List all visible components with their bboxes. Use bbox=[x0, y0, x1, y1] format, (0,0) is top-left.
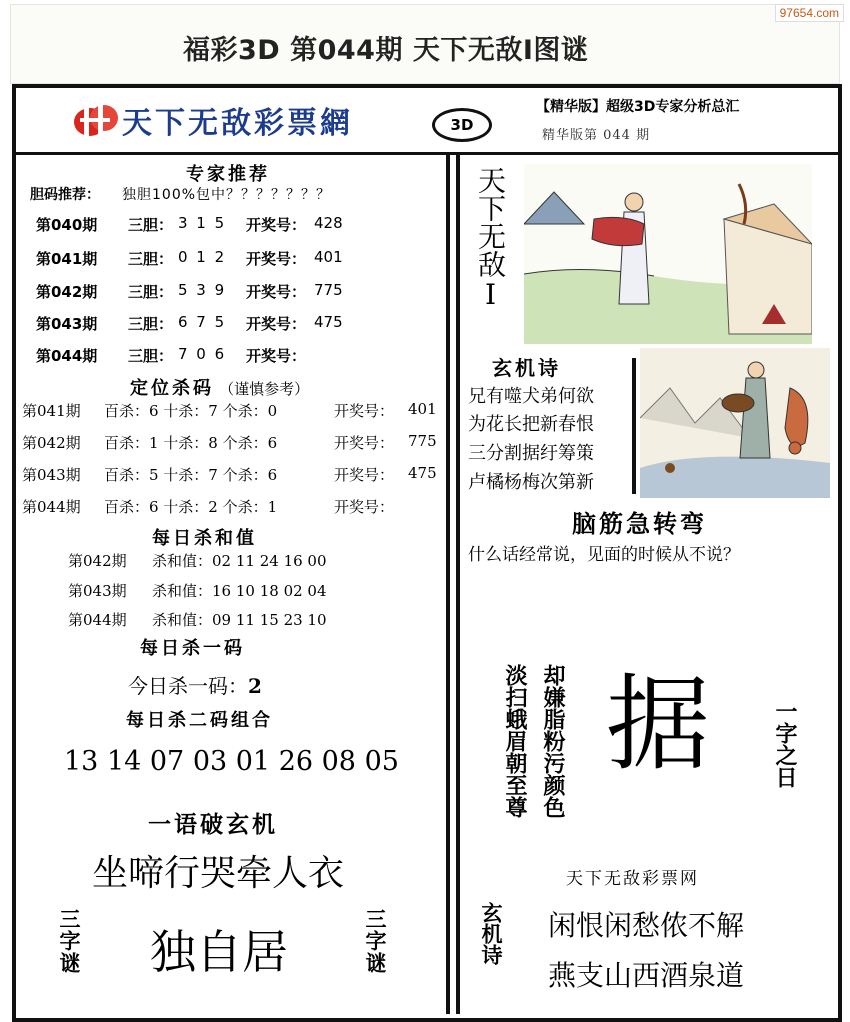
period: 第040期 bbox=[36, 216, 98, 234]
kill-two-title: 每日杀二码组合 bbox=[126, 710, 273, 731]
one-phrase-text: 坐啼行哭牵人衣 bbox=[92, 853, 345, 894]
open-label: 开奖号： bbox=[246, 347, 307, 365]
period: 第044期 bbox=[68, 611, 127, 629]
period: 第044期 bbox=[22, 498, 81, 516]
open-label: 开奖号： bbox=[334, 434, 395, 452]
kill-two-numbers: 13 14 07 03 01 26 08 05 bbox=[64, 746, 399, 777]
position-kill-note: （谨慎参考） bbox=[219, 380, 310, 398]
open-label: 开奖号： bbox=[334, 402, 395, 420]
dan-nums: 0 1 2 bbox=[178, 248, 227, 266]
open-number: 401 bbox=[314, 248, 343, 266]
site-name bbox=[122, 98, 353, 142]
open-label: 开奖号： bbox=[246, 216, 307, 234]
period: 第044期 bbox=[36, 347, 98, 365]
kill-text: 百杀：6 十杀：7 个杀：0 bbox=[104, 402, 278, 420]
lottery-logo-icon bbox=[72, 100, 120, 140]
poem-divider bbox=[632, 358, 636, 494]
open-label: 开奖号： bbox=[246, 250, 307, 268]
dan-label: 三胆： bbox=[128, 315, 174, 333]
one-phrase-title: 一语破玄机 bbox=[148, 812, 278, 838]
kill-text: 百杀：1 十杀：8 个杀：6 bbox=[104, 434, 278, 452]
open-number: 775 bbox=[314, 281, 343, 299]
dan-label: 三胆： bbox=[128, 347, 174, 365]
poem-line: 兄有噬犬弟何欲 bbox=[468, 386, 594, 407]
poem-line: 三分割据纡筹策 bbox=[468, 443, 594, 464]
open-number: 475 bbox=[408, 464, 437, 482]
three-riddle-answer: 独自居 bbox=[150, 925, 288, 979]
kill-text: 百杀：6 十杀：2 个杀：1 bbox=[104, 498, 278, 516]
brain-title: 脑筋急转弯 bbox=[572, 510, 707, 538]
sum-text: 杀和值：02 11 24 16 00 bbox=[152, 552, 327, 570]
page-title: 福彩3D 第044期 天下无敌Ⅰ图谜 bbox=[183, 35, 589, 66]
position-kill-heading bbox=[130, 374, 309, 400]
expert-title: 专家推荐 bbox=[186, 164, 270, 185]
open-label: 开奖号： bbox=[246, 283, 307, 301]
dan-label: 三胆： bbox=[128, 283, 174, 301]
one-char-label: 一字之日 bbox=[772, 700, 798, 788]
period: 第041期 bbox=[22, 402, 81, 420]
vertical-title: 天下无敌Ⅰ bbox=[474, 166, 507, 311]
period: 第043期 bbox=[22, 466, 81, 484]
kill-one-label: 今日杀一码： bbox=[128, 674, 248, 698]
poem2-label: 玄机诗 bbox=[479, 902, 504, 965]
dan-nums: 5 3 9 bbox=[178, 281, 227, 299]
period: 第042期 bbox=[36, 283, 98, 301]
riddle-big-char: 据 bbox=[606, 663, 711, 785]
sum-text: 杀和值：16 10 18 02 04 bbox=[152, 582, 327, 600]
kill-text: 百杀：5 十杀：7 个杀：6 bbox=[104, 466, 278, 484]
edition-issue: 精华版第 044 期 bbox=[542, 128, 651, 143]
period: 第041期 bbox=[36, 250, 98, 268]
edition-label: 【精华版】超级3D专家分析总汇 bbox=[536, 99, 740, 115]
brain-question: 什么话经常说，见面的时候从不说？ bbox=[468, 545, 740, 565]
open-label: 开奖号： bbox=[334, 498, 395, 516]
riddle-illustration-poem bbox=[640, 348, 830, 498]
open-label: 开奖号： bbox=[334, 466, 395, 484]
three-riddle-label-right: 三字谜 bbox=[363, 908, 388, 974]
period: 第043期 bbox=[68, 582, 127, 600]
dan-label: 三胆： bbox=[128, 216, 174, 234]
open-label: 开奖号： bbox=[246, 315, 307, 333]
site-name-main: 天下无敌彩票 bbox=[122, 106, 320, 141]
dan-label: 三胆： bbox=[128, 250, 174, 268]
sum-kill-title: 每日杀和值 bbox=[152, 528, 257, 549]
period: 第042期 bbox=[22, 434, 81, 452]
open-number: 775 bbox=[408, 432, 437, 450]
dan-nums: 3 1 5 bbox=[178, 214, 227, 232]
period: 第043期 bbox=[36, 315, 98, 333]
position-kill-title: 定位杀码 bbox=[130, 378, 214, 399]
dan-nums: 6 7 5 bbox=[178, 313, 227, 331]
open-number: 475 bbox=[314, 313, 343, 331]
site-footer: 天下无敌彩票网 bbox=[566, 869, 699, 889]
watermark: 97654.com bbox=[775, 4, 844, 22]
poem-title: 玄机诗 bbox=[492, 356, 561, 380]
kill-one-line bbox=[128, 670, 262, 699]
open-number: 401 bbox=[408, 400, 437, 418]
poem-line: 为花长把新春恨 bbox=[468, 414, 594, 435]
kill-one-title: 每日杀一码 bbox=[140, 638, 245, 659]
riddle-verse-col1: 淡扫蛾眉朝至尊 bbox=[502, 664, 528, 818]
dan-label: 胆码推荐： bbox=[30, 187, 100, 203]
poem-line: 卢橘杨梅次第新 bbox=[468, 472, 594, 493]
dan-nums: 7 0 6 bbox=[178, 345, 227, 363]
riddle-illustration-top bbox=[524, 164, 812, 344]
period: 第042期 bbox=[68, 552, 127, 570]
kill-one-value: 2 bbox=[248, 674, 262, 698]
badge-3d: 3D bbox=[432, 108, 492, 142]
site-name-suffix: 網 bbox=[320, 106, 353, 141]
riddle-verse-col2: 却嫌脂粉污颜色 bbox=[540, 664, 566, 818]
poem2-line: 燕支山西酒泉道 bbox=[548, 959, 745, 992]
dan-text: 独胆100%包中？？？？？？？ bbox=[122, 187, 332, 203]
sum-text: 杀和值：09 11 15 23 10 bbox=[152, 611, 327, 629]
open-number: 428 bbox=[314, 214, 343, 232]
poem2-line: 闲恨闲愁侬不解 bbox=[548, 909, 745, 942]
three-riddle-label-left: 三字谜 bbox=[57, 908, 82, 974]
